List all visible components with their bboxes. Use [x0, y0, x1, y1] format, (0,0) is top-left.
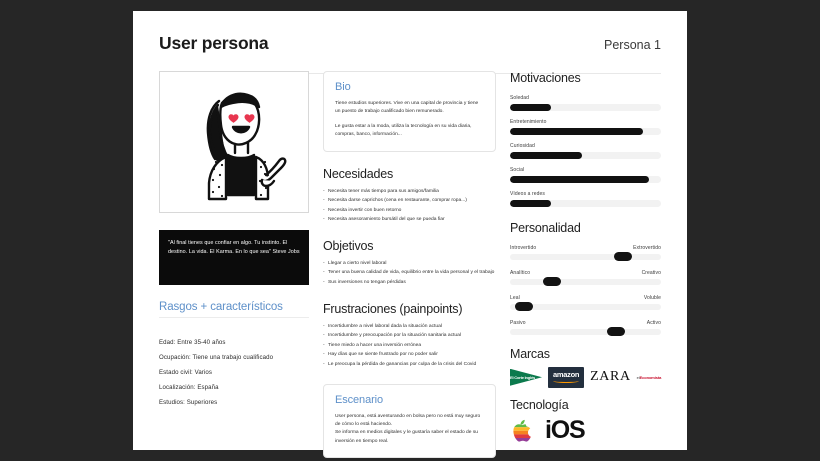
frustraciones-list [323, 323, 496, 369]
demographic-row: Estado civil: Varios [159, 369, 213, 377]
slider-right-label: Creativo [641, 269, 661, 276]
slider-knob[interactable] [607, 327, 625, 336]
meter-fill [510, 152, 582, 159]
ios-wordmark: iOS [545, 416, 585, 444]
brand-logo-list [510, 367, 661, 389]
meter-row [510, 143, 661, 159]
slider-row [510, 320, 661, 335]
persona-document-page [133, 11, 687, 450]
meter-track [510, 152, 661, 159]
meter-label: Social [510, 167, 525, 173]
quote-card [159, 230, 309, 285]
frustraciones-title: Frustraciones (painpoints) [323, 301, 463, 316]
slider-right-label: Activo [646, 319, 661, 326]
list-item: - Necesita asesoramiento bursátil del que se pueda fiar [323, 216, 496, 224]
persona-number-label: Persona 1 [604, 38, 661, 52]
technology-logo-list [510, 417, 661, 444]
document-header [159, 33, 661, 71]
meter-track [510, 200, 661, 207]
brand-prefix: el [636, 374, 640, 380]
meter-track [510, 128, 661, 135]
list-item: - Necesita darse caprichos (cena en restaurante, comprar ropa...) [323, 197, 496, 205]
slider-row [510, 295, 661, 310]
meter-label: Soledad [510, 95, 530, 101]
slider-left-label: Leal [510, 294, 520, 301]
slider-right-label: Extrovertido [633, 244, 661, 251]
list-item: - Le preocupa la pérdida de ganancias por culpa de la crisis del Covid [323, 361, 496, 369]
slider-track[interactable] [510, 279, 661, 285]
bio-card [323, 71, 496, 152]
marcas-title: Marcas [510, 346, 550, 361]
right-column [510, 71, 661, 444]
escenario-title: Escenario [335, 393, 384, 406]
slider-track[interactable] [510, 304, 661, 310]
demographic-row: Estudios: Superiores [159, 399, 218, 407]
eleconomista-logo [637, 375, 662, 380]
objetivos-block [323, 239, 496, 287]
personalidad-sliders [510, 245, 661, 335]
list-item: - Sus inversiones no tengan pérdidas [323, 279, 496, 287]
meter-row [510, 167, 661, 183]
zara-logo: ZARA [590, 369, 631, 385]
el-corte-ingles-logo [510, 369, 542, 386]
list-item: - Llegar a cierto nivel laboral [323, 260, 496, 268]
woman-heart-eyes-pointing-illustration [178, 79, 290, 205]
meter-label: Vídeos a redes [510, 191, 546, 197]
frustraciones-block [323, 302, 496, 369]
demographic-row: Localización: España [159, 384, 219, 392]
meter-row [510, 95, 661, 111]
quote-text: "Al final tienes que confiar en algo. Tu instinto. El destino. La vida. El Karma. En lo que sea" Steve Jobs [168, 240, 300, 255]
list-item: - Necesita tener más tiempo para sus amigos/familia [323, 188, 496, 196]
personalidad-title: Personalidad [510, 220, 581, 235]
list-item: - Tener una buena calidad de vida, equilibrio entre la vida personal y el trabajo [323, 269, 496, 277]
meter-fill [510, 176, 649, 183]
amazon-logo [548, 367, 584, 389]
escenario-paragraph: User persona, está aventurando en bolsa pero no está muy seguro de cómo lo está haciendo. [335, 413, 481, 427]
slider-row [510, 245, 661, 260]
list-item: - Hay días que se siente frustrado por no poder salir [323, 351, 496, 359]
demographic-row: Edad: Entre 35-40 años [159, 339, 226, 346]
necesidades-block [323, 167, 496, 224]
meter-row [510, 119, 661, 135]
meter-row [510, 191, 661, 207]
motivaciones-meters [510, 95, 661, 207]
middle-column [323, 71, 496, 458]
page-title: User persona [159, 33, 269, 53]
bio-paragraph: Tiene estudios superiores. Vive en una capital de provincia y tiene un puesto de trabajo cualificado bien remunerado. [335, 101, 479, 115]
rasgos-divider [159, 317, 309, 318]
meter-label: Entretenimiento [510, 119, 547, 125]
list-item: - Tiene miedo a hacer una inversión errónea [323, 342, 496, 350]
objetivos-title: Objetivos [323, 239, 374, 253]
demographic-row: Ocupación: Tiene una trabajo cualificado [159, 354, 274, 362]
slider-track[interactable] [510, 254, 661, 260]
bio-paragraph: Le gusta estar a la moda, utiliza la tecnología en su vida diaria, compras, banco, información... [335, 123, 472, 138]
meter-fill [510, 128, 643, 135]
slider-left-label: Introvertido [510, 244, 537, 251]
slider-left-label: Pasivo [510, 319, 526, 326]
meter-fill [510, 200, 551, 207]
brand-label: amazon [553, 369, 580, 379]
slider-track[interactable] [510, 329, 661, 335]
left-column [159, 71, 311, 415]
list-item: - Necesita invertir con buen retorno [323, 207, 496, 215]
escenario-card [323, 384, 496, 459]
slider-knob[interactable] [515, 302, 533, 311]
bio-title: Bio [335, 81, 351, 93]
amazon-smile-arrow-icon [553, 379, 579, 383]
slider-right-label: Voluble [643, 294, 661, 301]
slider-knob[interactable] [614, 252, 632, 261]
tecnologia-title: Tecnología [510, 398, 569, 412]
meter-fill [510, 104, 551, 111]
brand-label: El Corte Inglés [510, 374, 536, 380]
demographics-list [159, 339, 311, 407]
meter-label: Curiosidad [510, 143, 535, 149]
slider-knob[interactable] [543, 277, 561, 286]
list-item: - Incertidumbre y preocupación por la situación sanitaria actual [323, 332, 496, 340]
necesidades-title: Necesidades [323, 166, 394, 181]
escenario-paragraph: Se informa en medios digitales y le gustaría saber el estado de su inversión en tiempo real. [335, 430, 478, 444]
slider-left-label: Analítico [510, 269, 531, 276]
apple-logo [510, 417, 533, 444]
meter-track [510, 104, 661, 111]
rasgos-title: Rasgos + característicos [159, 301, 283, 313]
slider-row [510, 270, 661, 285]
necesidades-list [323, 188, 496, 224]
objetivos-list [323, 260, 496, 287]
list-item: - Incertidumbre a nivel laboral dada la situación actual [323, 323, 496, 331]
persona-portrait [159, 71, 309, 213]
motivaciones-title: Motivaciones [510, 71, 581, 85]
brand-label: Economista [639, 374, 662, 380]
meter-track [510, 176, 661, 183]
